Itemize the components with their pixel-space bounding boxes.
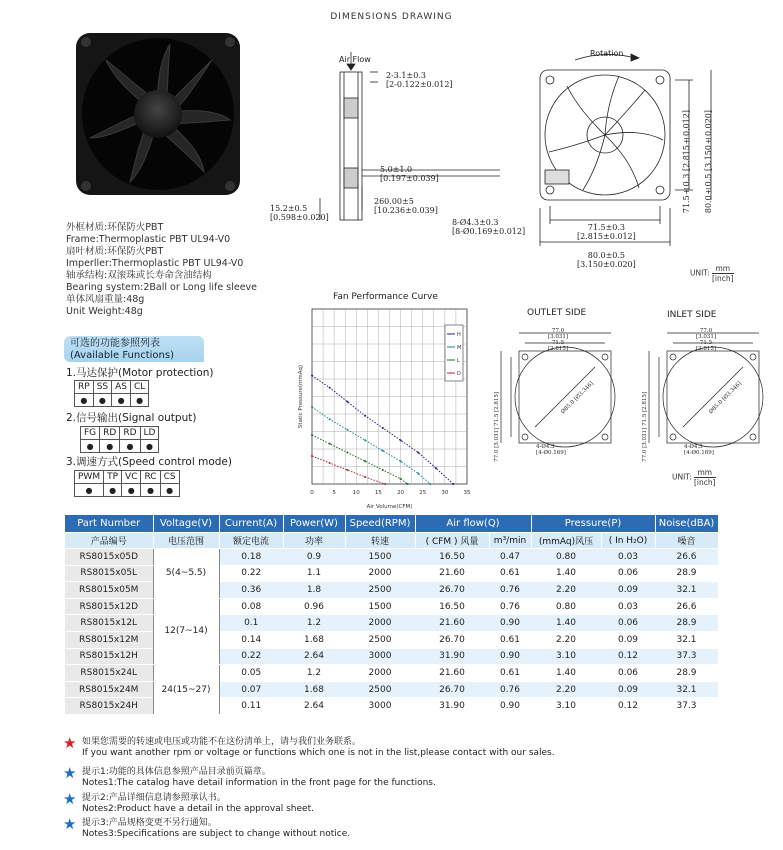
current-cell: 0.11 [219, 698, 283, 715]
unit-label-bottom [672, 468, 716, 487]
dim-value: 71.5 [551, 340, 565, 346]
subheader: (mmAq)风压 [531, 533, 601, 549]
x-tick-label: 25 [419, 490, 427, 496]
spec-line: Imperller:Thermoplastic PBT UL94-V0 [66, 258, 244, 269]
power-cell: 0.9 [283, 549, 345, 566]
mmaq-cell: 1.40 [531, 665, 601, 682]
note-en: Notes3:Specifications are subject to change without notice. [82, 829, 351, 839]
header-power: Power(W) [283, 515, 345, 533]
dim-value-inch: [3.150±0.020] [577, 260, 636, 269]
dim-value-inch: [2-0.122±0.012] [386, 80, 453, 89]
m3min-cell: 0.90 [489, 648, 531, 665]
inh2o-cell: 0.09 [601, 582, 655, 599]
current-cell: 0.22 [219, 565, 283, 582]
dot: ● [81, 440, 100, 453]
spec-line: 单体风扇重量:48g [66, 294, 145, 305]
data-point-H [382, 427, 384, 429]
power-cell: 1.68 [283, 681, 345, 698]
data-point-D [364, 476, 366, 478]
header-part-number: Part Number [65, 515, 153, 533]
dim-value: 77.0 [699, 328, 713, 334]
current-cell: 0.14 [219, 631, 283, 648]
header-speed: Speed(RPM) [345, 515, 415, 533]
data-point-H [329, 387, 331, 389]
power-cell: 1.2 [283, 665, 345, 682]
dim-size-width [577, 251, 636, 269]
noise-cell: 28.9 [655, 665, 718, 682]
dot: ● [141, 484, 160, 497]
m3min-cell: 0.76 [489, 681, 531, 698]
voltage-cell: 12(7~14) [153, 598, 219, 664]
fan-performance-chart [296, 303, 476, 510]
data-point-M [364, 439, 366, 441]
mmaq-cell: 0.80 [531, 549, 601, 566]
data-point-H [364, 415, 366, 417]
power-cell: 1.68 [283, 631, 345, 648]
data-point-L [407, 483, 409, 485]
inh2o-cell: 0.06 [601, 565, 655, 582]
note-item [82, 737, 555, 759]
signal-output-grid [80, 426, 159, 453]
outlet-holes [536, 444, 566, 456]
dim-thickness [386, 71, 453, 89]
dim-value-inch: [Ø3.346] [721, 380, 743, 403]
subheader: 额定电流 [219, 533, 283, 549]
legend-label: M [457, 345, 462, 351]
speed-cell: 2500 [345, 631, 415, 648]
airflow-label: Air Flow [339, 55, 371, 64]
m3min-cell: 0.90 [489, 698, 531, 715]
option-ld: LD [140, 427, 159, 440]
option-rc: RC [141, 471, 160, 484]
current-cell: 0.07 [219, 681, 283, 698]
dim-value: 5.0±1.0 [380, 165, 413, 174]
option-tp: TP [104, 471, 122, 484]
star-icon: ★ [63, 815, 77, 833]
cfm-cell: 16.50 [415, 598, 489, 615]
noise-cell: 26.6 [655, 549, 718, 566]
dim-value-inch: [3.031] [642, 427, 648, 448]
star-icon: ★ [63, 764, 77, 782]
noise-cell: 37.3 [655, 698, 718, 715]
data-point-L [329, 443, 331, 445]
data-point-M [346, 429, 348, 431]
dim-value: 71.5 [642, 413, 648, 427]
m3min-cell: 0.76 [489, 598, 531, 615]
dot: ● [100, 440, 120, 453]
dim-value: Ø85.0 [560, 399, 577, 416]
motor-protection-title: 1.马达保护(Motor protection) [66, 367, 214, 379]
dim-value-inch: [Ø3.346] [573, 380, 595, 403]
unit-inch: [inch] [712, 274, 734, 283]
functions-badge [64, 336, 204, 362]
option-cs: CS [160, 471, 179, 484]
dim-value-inch: [10.236±0.039] [374, 206, 438, 215]
current-cell: 0.08 [219, 598, 283, 615]
note-en: Notes1:The catalog have detail information in the front page for the functions. [82, 778, 436, 788]
m3min-cell: 0.47 [489, 549, 531, 566]
legend-label: D [457, 371, 461, 377]
noise-cell: 26.6 [655, 598, 718, 615]
inh2o-cell: 0.06 [601, 615, 655, 632]
unit-inch: [inch] [694, 478, 716, 487]
outlet-top-dims [548, 328, 568, 352]
data-point-H [346, 401, 348, 403]
signal-output-title: 2.信号输出(Signal output) [66, 412, 197, 424]
dim-value-inch: [3.031] [548, 334, 569, 340]
option-ss: SS [93, 381, 111, 394]
data-point-L [311, 434, 313, 436]
data-point-M [429, 483, 431, 485]
subheader: ( In H₂O) [601, 533, 655, 549]
table-subheader-row [65, 533, 718, 549]
power-cell: 1.8 [283, 582, 345, 599]
dim-value: 77.0 [642, 449, 648, 462]
noise-cell: 37.3 [655, 648, 718, 665]
dim-value-inch: [3.031] [696, 334, 717, 340]
table-header-row [65, 515, 718, 533]
header-noise: Noise(dBA) [655, 515, 718, 533]
cfm-cell: 21.60 [415, 565, 489, 582]
dot: ● [140, 440, 159, 453]
chart-title: Fan Performance Curve [333, 292, 438, 302]
dim-value-inch: [0.197±0.039] [380, 174, 439, 183]
subheader: 功率 [283, 533, 345, 549]
dim-value: 2-3.1±0.3 [386, 71, 426, 80]
dim-hole-height [682, 110, 706, 213]
inh2o-cell: 0.03 [601, 598, 655, 615]
speed-cell: 2000 [345, 565, 415, 582]
data-point-M [329, 418, 331, 420]
data-point-H [435, 467, 437, 469]
header-voltage: Voltage(V) [153, 515, 219, 533]
spec-line: Frame:Thermoplastic PBT UL94-V0 [66, 234, 231, 245]
inh2o-cell: 0.09 [601, 681, 655, 698]
note-item [82, 767, 436, 789]
part-number-cell: RS8015x12M [65, 631, 153, 648]
dim-value: 77.0 [494, 449, 500, 462]
noise-cell: 32.1 [655, 681, 718, 698]
unit-mm: mm [712, 264, 734, 274]
cfm-cell: 31.90 [415, 698, 489, 715]
m3min-cell: 0.61 [489, 665, 531, 682]
dim-value: 80.0±0.5 [587, 251, 625, 260]
badge-en: (Available Functions) [70, 350, 174, 361]
voltage-cell: 5(4~5.5) [153, 549, 219, 599]
header-airflow: Air flow(Q) [415, 515, 531, 533]
data-point-M [400, 460, 402, 462]
unit-label: UNIT: [690, 268, 710, 278]
dim-value-inch: [3.150±0.020] [704, 110, 713, 172]
inlet-holes [684, 444, 714, 456]
noise-cell: 32.1 [655, 582, 718, 599]
dim-value: 71.5±0.3 [587, 223, 625, 232]
dot: ● [122, 484, 141, 497]
data-point-D [329, 462, 331, 464]
data-point-L [382, 469, 384, 471]
noise-cell: 32.1 [655, 631, 718, 648]
inh2o-cell: 0.09 [601, 631, 655, 648]
speed-cell: 3000 [345, 698, 415, 715]
part-number-cell: RS8015x24M [65, 681, 153, 698]
power-cell: 1.1 [283, 565, 345, 582]
dim-wire-length [374, 197, 438, 215]
note-cn: 提示3:产品规格变更不另行通知。 [82, 818, 217, 828]
dim-value-inch: [4-Ø0.169] [536, 450, 566, 456]
mmaq-cell: 0.80 [531, 598, 601, 615]
inh2o-cell: 0.12 [601, 648, 655, 665]
dot: ● [131, 394, 149, 407]
dot: ● [104, 484, 122, 497]
inh2o-cell: 0.12 [601, 698, 655, 715]
speed-cell: 3000 [345, 648, 415, 665]
mmaq-cell: 2.20 [531, 631, 601, 648]
mmaq-cell: 1.40 [531, 615, 601, 632]
option-as: AS [112, 381, 131, 394]
data-point-L [346, 452, 348, 454]
power-cell: 1.2 [283, 615, 345, 632]
current-cell: 0.18 [219, 549, 283, 566]
m3min-cell: 0.90 [489, 615, 531, 632]
data-point-D [346, 469, 348, 471]
dim-size-height [704, 110, 728, 213]
dot: ● [160, 484, 179, 497]
dim-value: 4-Ø4.3 [684, 444, 703, 450]
fan-photo [72, 30, 244, 200]
data-point-M [417, 473, 419, 475]
power-cell: 2.64 [283, 698, 345, 715]
page-title: DIMENSIONS DRAWING [330, 12, 453, 22]
power-cell: 0.96 [283, 598, 345, 615]
badge-cn: 可选的功能参照列表 [70, 338, 160, 349]
table-row [65, 549, 718, 566]
mmaq-cell: 3.10 [531, 648, 601, 665]
voltage-cell: 24(15~27) [153, 665, 219, 715]
note-cn: 如果您需要的转速或电压或功能不在这份清单上，请与我们业务联系。 [82, 737, 362, 747]
dot: ● [75, 484, 104, 497]
x-tick-label: 15 [374, 490, 382, 496]
mmaq-cell: 3.10 [531, 698, 601, 715]
dot: ● [120, 440, 140, 453]
unit-label-top [690, 264, 734, 283]
table-row [65, 598, 718, 615]
note-en: Notes2:Product have a detail in the approval sheet. [82, 804, 314, 814]
dim-value: 80.0±0.5 [704, 173, 713, 214]
speed-cell: 1500 [345, 549, 415, 566]
unit-label: UNIT: [672, 472, 692, 482]
part-number-cell: RS8015x05M [65, 582, 153, 599]
spec-line: Unit Weight:48g [66, 306, 143, 317]
data-point-D [311, 455, 313, 457]
dim-value: 15.2±0.5 [270, 204, 308, 213]
part-number-cell: RS8015x12H [65, 648, 153, 665]
dot: ● [93, 394, 111, 407]
dot: ● [75, 394, 94, 407]
note-item [82, 818, 350, 840]
current-cell: 0.1 [219, 615, 283, 632]
legend-label: L [457, 358, 460, 364]
dim-value-inch: [2.815±0.012] [577, 232, 636, 241]
inh2o-cell: 0.03 [601, 549, 655, 566]
noise-cell: 28.9 [655, 565, 718, 582]
speed-control-title: 3.调速方式(Speed control mode) [66, 456, 232, 468]
option-pwm: PWM [75, 471, 104, 484]
dot: ● [112, 394, 131, 407]
x-tick-label: 20 [397, 490, 405, 496]
x-tick-label: 35 [463, 490, 471, 496]
material-specs [66, 222, 257, 318]
m3min-cell: 0.61 [489, 631, 531, 648]
inh2o-cell: 0.06 [601, 665, 655, 682]
option-rd: RD [120, 427, 140, 440]
specification-table [65, 515, 719, 715]
dim-value: 77.0 [551, 328, 565, 334]
outlet-side-dims [494, 392, 500, 462]
inlet-top-dims [696, 328, 716, 352]
cfm-cell: 31.90 [415, 648, 489, 665]
speed-cell: 1500 [345, 598, 415, 615]
cfm-cell: 16.50 [415, 549, 489, 566]
dim-value: 4-Ø4.3 [536, 444, 555, 450]
part-number-cell: RS8015x05L [65, 565, 153, 582]
option-rp: RP [75, 381, 94, 394]
option-rd: RD [100, 427, 120, 440]
dim-hole-width [577, 223, 636, 241]
dim-value-inch: [2.815] [494, 392, 500, 413]
subheader: 噪音 [655, 533, 718, 549]
spec-line: 外框材质:环保防火PBT [66, 222, 164, 233]
speed-cell: 2500 [345, 582, 415, 599]
table-row [65, 665, 718, 682]
x-tick-label: 0 [310, 490, 314, 496]
noise-cell: 28.9 [655, 615, 718, 632]
dim-value-inch: [4-Ø0.169] [684, 450, 714, 456]
subheader: 转速 [345, 533, 415, 549]
dim-value: 8-Ø4.3±0.3 [452, 218, 499, 227]
x-tick-label: 10 [352, 490, 360, 496]
dim-wire-strip [380, 165, 439, 183]
spec-line: Bearing system:2Ball or Long life sleeve [66, 282, 258, 293]
subheader: m³/min [489, 533, 531, 549]
subheader: 产品编号 [65, 533, 153, 549]
unit-mm: mm [694, 468, 716, 478]
dim-value-inch: [8-Ø0.169±0.012] [452, 227, 526, 236]
data-point-H [452, 483, 454, 485]
dim-value: 260.00±5 [374, 197, 414, 206]
part-number-cell: RS8015x12L [65, 615, 153, 632]
note-cn: 提示2:产品详细信息请参照承认书。 [82, 793, 226, 803]
option-cl: CL [131, 381, 149, 394]
x-axis-label: Air Volume(CFM) [366, 504, 413, 510]
m3min-cell: 0.76 [489, 582, 531, 599]
header-pressure: Pressure(P) [531, 515, 655, 533]
note-cn: 提示1:功能的具体信息参照产品目录前页篇章。 [82, 767, 271, 777]
cfm-cell: 26.70 [415, 582, 489, 599]
dim-value: 71.5 [494, 413, 500, 427]
speed-control-grid [74, 470, 180, 497]
note-item [82, 793, 314, 815]
data-point-M [311, 406, 313, 408]
outlet-side-title: OUTLET SIDE [527, 308, 587, 318]
x-tick-label: 30 [441, 490, 449, 496]
legend-label: H [457, 332, 461, 338]
option-vc: VC [122, 471, 141, 484]
motor-protection-grid [74, 380, 149, 407]
cfm-cell: 21.60 [415, 665, 489, 682]
subheader: ( CFM ) 风量 [415, 533, 489, 549]
cfm-cell: 26.70 [415, 681, 489, 698]
mmaq-cell: 1.40 [531, 565, 601, 582]
data-point-D [384, 483, 386, 485]
y-axis-label: Static Pressure(mmAq) [298, 364, 304, 429]
mmaq-cell: 2.20 [531, 582, 601, 599]
dim-value-inch: [0.598±0.020] [270, 213, 329, 222]
power-cell: 2.64 [283, 648, 345, 665]
dim-value: 71.5±0.3 [682, 173, 691, 214]
star-icon: ★ [63, 734, 77, 752]
m3min-cell: 0.61 [489, 565, 531, 582]
note-en: If you want another rpm or voltage or functions which one is not in the list,please contact with our sales. [82, 748, 555, 758]
speed-cell: 2000 [345, 665, 415, 682]
data-point-H [311, 375, 313, 377]
dim-value-inch: [3.031] [494, 427, 500, 448]
data-point-H [400, 439, 402, 441]
part-number-cell: RS8015x24H [65, 698, 153, 715]
dim-value: Ø85.0 [708, 399, 725, 416]
dim-value-inch: [2.815±0.012] [682, 110, 691, 172]
part-number-cell: RS8015x12D [65, 598, 153, 615]
dim-mount-holes [452, 218, 525, 236]
star-icon: ★ [63, 790, 77, 808]
part-number-cell: RS8015x05D [65, 549, 153, 566]
data-point-L [400, 478, 402, 480]
option-fg: FG [81, 427, 100, 440]
current-cell: 0.36 [219, 582, 283, 599]
header-current: Current(A) [219, 515, 283, 533]
data-point-M [382, 450, 384, 452]
mmaq-cell: 2.20 [531, 681, 601, 698]
data-point-H [417, 452, 419, 454]
spec-line: 扇叶材质:环保防火PBT [66, 246, 164, 257]
dim-value: 71.5 [699, 340, 713, 346]
dim-value-inch: [2.815] [696, 346, 717, 352]
cfm-cell: 21.60 [415, 615, 489, 632]
dim-depth [270, 204, 329, 222]
subheader: 电压范围 [153, 533, 219, 549]
rotation-label: Rotation [590, 49, 624, 58]
speed-cell: 2000 [345, 615, 415, 632]
cfm-cell: 26.70 [415, 631, 489, 648]
speed-cell: 2500 [345, 681, 415, 698]
dim-value-inch: [2.815] [548, 346, 569, 352]
current-cell: 0.22 [219, 648, 283, 665]
dim-value-inch: [2.815] [642, 392, 648, 413]
data-point-L [364, 460, 366, 462]
inlet-side-title: INLET SIDE [667, 310, 717, 320]
inlet-side-dims [642, 392, 648, 462]
current-cell: 0.05 [219, 665, 283, 682]
part-number-cell: RS8015x24L [65, 665, 153, 682]
x-tick-label: 5 [332, 490, 336, 496]
spec-line: 轴承结构:双滚珠或长寿命含油结构 [66, 270, 212, 281]
